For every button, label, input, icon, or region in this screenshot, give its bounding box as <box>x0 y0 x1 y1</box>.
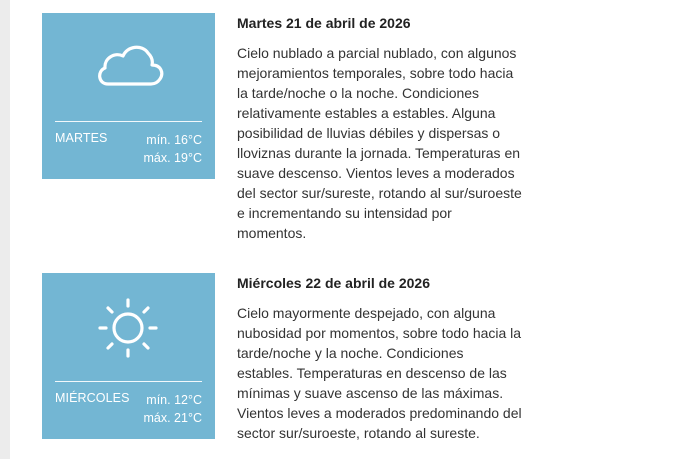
temperatures <box>144 131 203 167</box>
forecast-text <box>237 273 522 443</box>
day-name: MARTES <box>55 131 108 145</box>
temperatures <box>144 391 203 427</box>
min-temperature: mín. 16°C <box>146 133 202 147</box>
card-divider <box>55 121 202 122</box>
sun-icon <box>42 273 215 378</box>
weather-card <box>42 13 215 179</box>
max-temperature: máx. 19°C <box>143 151 202 165</box>
forecast-date: Martes 21 de abril de 2026 <box>237 15 411 31</box>
day-name: MIÉRCOLES <box>55 391 130 405</box>
cloud-icon <box>42 13 215 118</box>
weather-card <box>42 273 215 439</box>
card-divider <box>55 381 202 382</box>
forecast-description: Cielo mayormente despejado, con alguna nubosidad por momentos, sobre todo hacia la tarde/noche y la noche. Condiciones estables. Temperaturas en descenso de las mínimas y suave ascenso de las máximas. Vientos leves a moderados predominando del sector sur/suroeste, rotando al sureste. <box>237 305 522 441</box>
forecast-text <box>237 13 522 243</box>
min-temperature: mín. 12°C <box>146 393 202 407</box>
max-temperature: máx. 21°C <box>143 411 202 425</box>
forecast-date: Miércoles 22 de abril de 2026 <box>237 275 430 291</box>
left-rail <box>0 0 10 459</box>
forecast-description: Cielo nublado a parcial nublado, con algunos mejoramientos temporales, sobre todo hacia la tarde/noche o la noche. Condiciones relativamente estables a estables. Alguna posibilidad de lluvias débiles y dispersas o lloviznas durante la jornada. Temperaturas en suave descenso. Vientos leves a moderados del sector sur/sureste, rotando al sur/suroeste e incrementando su intensidad por momentos. <box>237 45 522 241</box>
